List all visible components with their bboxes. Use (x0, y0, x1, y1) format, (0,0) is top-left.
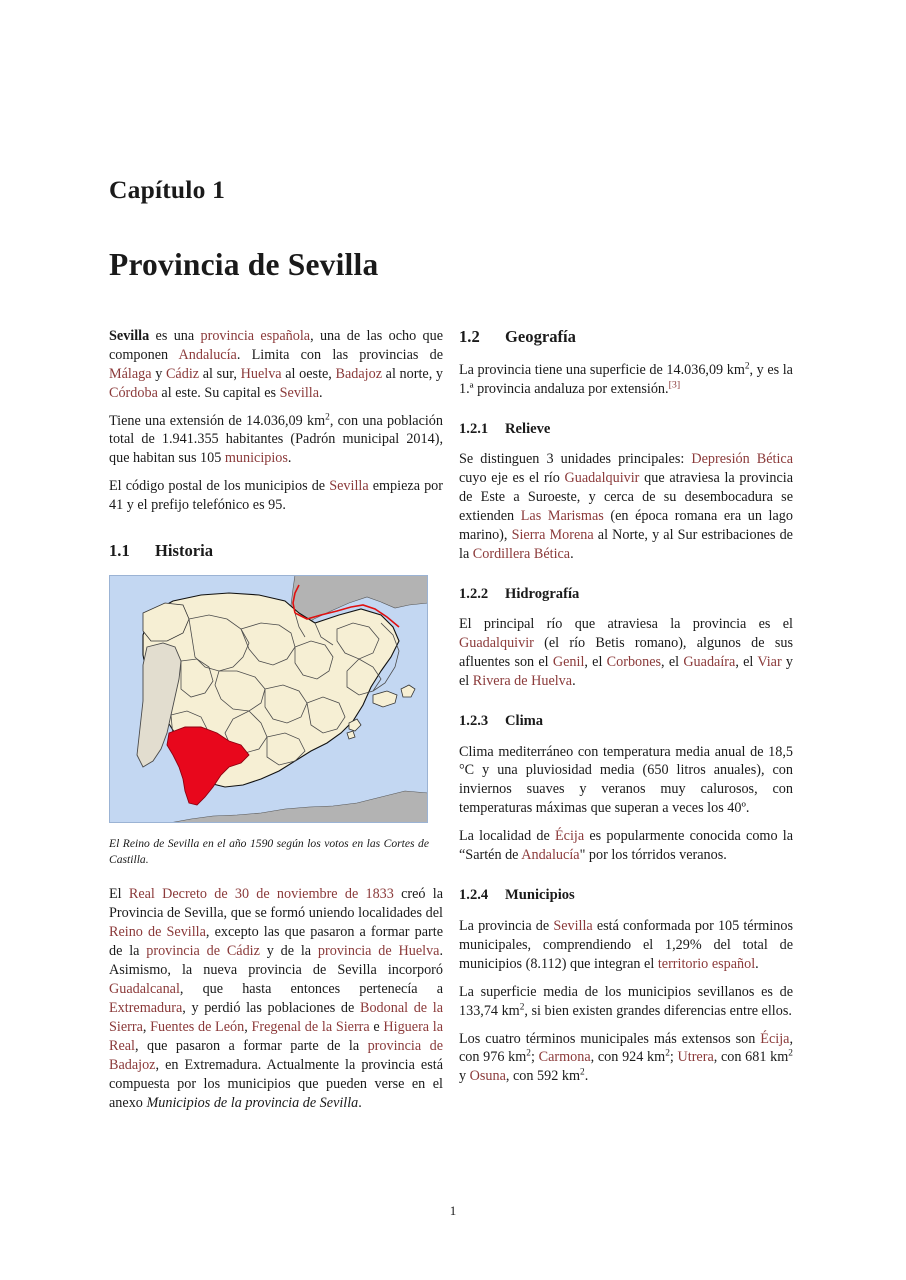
link-las-marismas[interactable]: Las Marismas (520, 507, 604, 524)
subsection-title: Municipios (505, 887, 575, 904)
superscript-square: 2 (526, 1048, 531, 1059)
paragraph-clima-2: La localidad de Écija es popularmente conocida como la “Sartén de Andalucía" por los tórridos veranos. (459, 828, 793, 864)
paragraph-real-decreto: El Real Decreto de 30 de noviembre de 1833 creó la Provincia de Sevilla, que se formó uniendo localidades del Reino de Sevilla, excepto las que pasaron a formar parte de la provincia de Cádiz y de la provincia de Huelva. Asimismo, la nueva provincia de Sevilla incorporó Guadalcanal, que hasta entonces pertenecía a Extremadura, y perdió las poblaciones de Bodonal de la Sierra, Fuentes de León, Fregenal de la Sierra e Higuera la Real, que pasaron a formar parte de la provincia de Badajoz, en Extremadura. Actualmente la provincia está compuesta por los municipios que pueden verse en el anexo Municipios de la provincia de Sevilla. (109, 886, 444, 1111)
link-fregenal-de-la-sierra[interactable]: Fregenal de la Sierra (251, 1019, 370, 1036)
link-corbones[interactable]: Corbones (606, 654, 662, 671)
superscript-square: 2 (788, 1048, 793, 1059)
left-column (109, 327, 443, 1122)
link-provincia-espanola[interactable]: provincia española (200, 327, 311, 344)
section-heading-geografia (459, 327, 793, 347)
paragraph-relieve: Se distinguen 3 unidades principales: Depresión Bética cuyo eje es el río Guadalquivir que atraviesa la provincia de Este a Suroeste, y cerca de su desembocadura se extienden Las Marismas (en época romana era un lago marino), Sierra Morena al Norte, y al Sur estribaciones de la Cordillera Bética. (459, 451, 794, 562)
subsection-number: 1.2.2 (459, 585, 489, 602)
figure-map-reino-sevilla (109, 575, 429, 867)
superscript-square: 2 (665, 1048, 670, 1059)
page-content (109, 175, 797, 1111)
superscript-square: 2 (580, 1067, 585, 1078)
reference-marker-3[interactable]: [3] (668, 378, 681, 390)
link-genil[interactable]: Genil (552, 654, 585, 671)
link-fuentes-de-leon[interactable]: Fuentes de León (150, 1019, 245, 1036)
section-title: Historia (155, 541, 214, 561)
right-column (459, 327, 793, 1096)
lead-term: Sevilla (109, 327, 150, 344)
subsection-heading-relieve (459, 421, 793, 439)
link-cadiz[interactable]: Cádiz (165, 365, 200, 382)
link-andalucia-clima[interactable]: Andalucía (521, 847, 580, 864)
paragraph-municipios-2: La superficie media de los municipios sevillanos es de 133,74 $km^2$, si bien existen grandes diferencias entre ellos. (459, 983, 793, 1019)
figure-caption: El Reino de Sevilla en el año 1590 según los votos en las Cortes de Castilla. (109, 837, 429, 866)
superscript-square: 2 (744, 360, 750, 371)
subsection-heading-hidrografia (459, 586, 793, 604)
paragraph-clima-1: Clima mediterráneo con temperatura media anual de 18,5 °C y una pluviosidad media (650 litros anuales), con inviernos suaves y veranos muy calurosos, con temperaturas máximas que superan a veces los 40º. (459, 743, 793, 817)
subsection-title: Hidrografía (505, 585, 580, 602)
link-bodonal-de-la-sierra[interactable]: Bodonal de la Sierra (109, 1000, 443, 1036)
anexo-title: Municipios de la provincia de Sevilla (146, 1094, 359, 1111)
link-guadalcanal[interactable]: Guadalcanal (109, 981, 180, 998)
subsection-title: Clima (505, 713, 544, 730)
link-carmona[interactable]: Carmona (538, 1049, 591, 1066)
link-huelva[interactable]: Huelva (240, 365, 282, 382)
subsection-title: Relieve (505, 420, 551, 437)
chapter-title: Provincia de Sevilla (109, 247, 379, 283)
link-guadalquivir-relieve[interactable]: Guadalquivir (564, 469, 640, 486)
superscript-square: 2 (325, 411, 330, 422)
link-sierra-morena[interactable]: Sierra Morena (511, 526, 594, 543)
link-real-decreto[interactable]: Real Decreto de 30 de noviembre de 1833 (128, 886, 394, 903)
subsection-number: 1.2.1 (459, 420, 489, 437)
link-cordoba[interactable]: Córdoba (109, 384, 158, 401)
link-badajoz[interactable]: Badajoz (335, 365, 382, 382)
iberia-map-svg (109, 575, 428, 823)
link-higuera-la-real[interactable]: Higuera la Real (109, 1019, 444, 1055)
link-sevilla-postal[interactable]: Sevilla (329, 478, 369, 495)
link-andalucia[interactable]: Andalucía (178, 346, 237, 363)
link-sevilla-capital[interactable]: Sevilla (279, 384, 320, 401)
paragraph-superficie: La provincia tiene una superficie de 14.036,09 $km^2$, y es la 1.ª provincia andaluza por extensión.[3] (459, 360, 793, 397)
subsection-heading-clima (459, 713, 793, 731)
section-heading-historia (109, 541, 443, 561)
link-cordillera-betica[interactable]: Cordillera Bética (472, 545, 571, 562)
link-extremadura[interactable]: Extremadura (109, 1000, 183, 1017)
subsection-heading-municipios (459, 887, 793, 905)
link-sevilla-municipios[interactable]: Sevilla (553, 917, 593, 934)
paragraph-codigo-postal: El código postal de los municipios de Sevilla empieza por 41 y el prefijo telefónico es 95. (109, 478, 443, 514)
link-municipios[interactable]: municipios (224, 450, 288, 467)
paragraph-intro: Sevilla es una provincia española, una de las ocho que componen Andalucía. Limita con las provincias de Málaga y Cádiz al sur, Huelva al oeste, Badajoz al norte, y Córdoba al este. Su capital es Sevilla. (109, 327, 444, 401)
section-title: Geografía (505, 326, 576, 346)
map-image (109, 575, 428, 823)
subsection-number: 1.2.4 (459, 887, 489, 904)
link-ecija-clima[interactable]: Écija (555, 828, 585, 845)
link-ecija-extenso[interactable]: Écija (760, 1030, 790, 1047)
link-provincia-de-huelva[interactable]: provincia de Huelva (317, 943, 440, 960)
paragraph-municipios-1: La provincia de Sevilla está conformada por 105 términos municipales, comprendiendo el 1,29% del total de municipios (8.112) que integran el territorio español. (459, 917, 793, 972)
link-rivera-de-huelva[interactable]: Rivera de Huelva (472, 673, 573, 690)
link-reino-de-sevilla[interactable]: Reino de Sevilla (109, 924, 206, 941)
superscript-square: 2 (519, 1001, 525, 1012)
link-guadalquivir-hidro[interactable]: Guadalquivir (459, 635, 534, 652)
paragraph-municipios-3: Los cuatro términos municipales más extensos son Écija, con 976 $km^2$; Carmona, con 924 $km^2$; Utrera, con 681 $km^2$ y Osuna, con 592 $km^2$. (459, 1030, 793, 1085)
link-territorio-espanol[interactable]: territorio español (657, 955, 756, 972)
link-utrera[interactable]: Utrera (677, 1049, 714, 1066)
chapter-number: Capítulo 1 (109, 175, 226, 204)
section-number: 1.1 (109, 541, 130, 561)
link-guadaira[interactable]: Guadaíra (683, 654, 736, 671)
link-provincia-de-cadiz[interactable]: provincia de Cádiz (146, 943, 260, 960)
page-number: 1 (449, 1203, 457, 1218)
link-malaga[interactable]: Málaga (109, 365, 152, 382)
link-osuna[interactable]: Osuna (469, 1068, 506, 1085)
link-depresion-betica[interactable]: Depresión Bética (691, 451, 794, 467)
paragraph-hidrografia: El principal río que atraviesa la provincia es el Guadalquivir (el río Betis romano), algunos de sus afluentes son el Genil, el Corbones, el Guadaíra, el Viar y el Rivera de Huelva. (459, 616, 793, 690)
link-provincia-de-badajoz[interactable]: provincia de Badajoz (109, 1038, 443, 1074)
subsection-number: 1.2.3 (459, 713, 489, 730)
link-viar[interactable]: Viar (757, 654, 782, 671)
paragraph-extension: Tiene una extensión de 14.036,09 $km^2$, con una población total de 1.941.355 habitantes (Padrón municipal 2014), que habitan sus 105 municipios. (109, 411, 443, 467)
section-number: 1.2 (459, 326, 480, 346)
